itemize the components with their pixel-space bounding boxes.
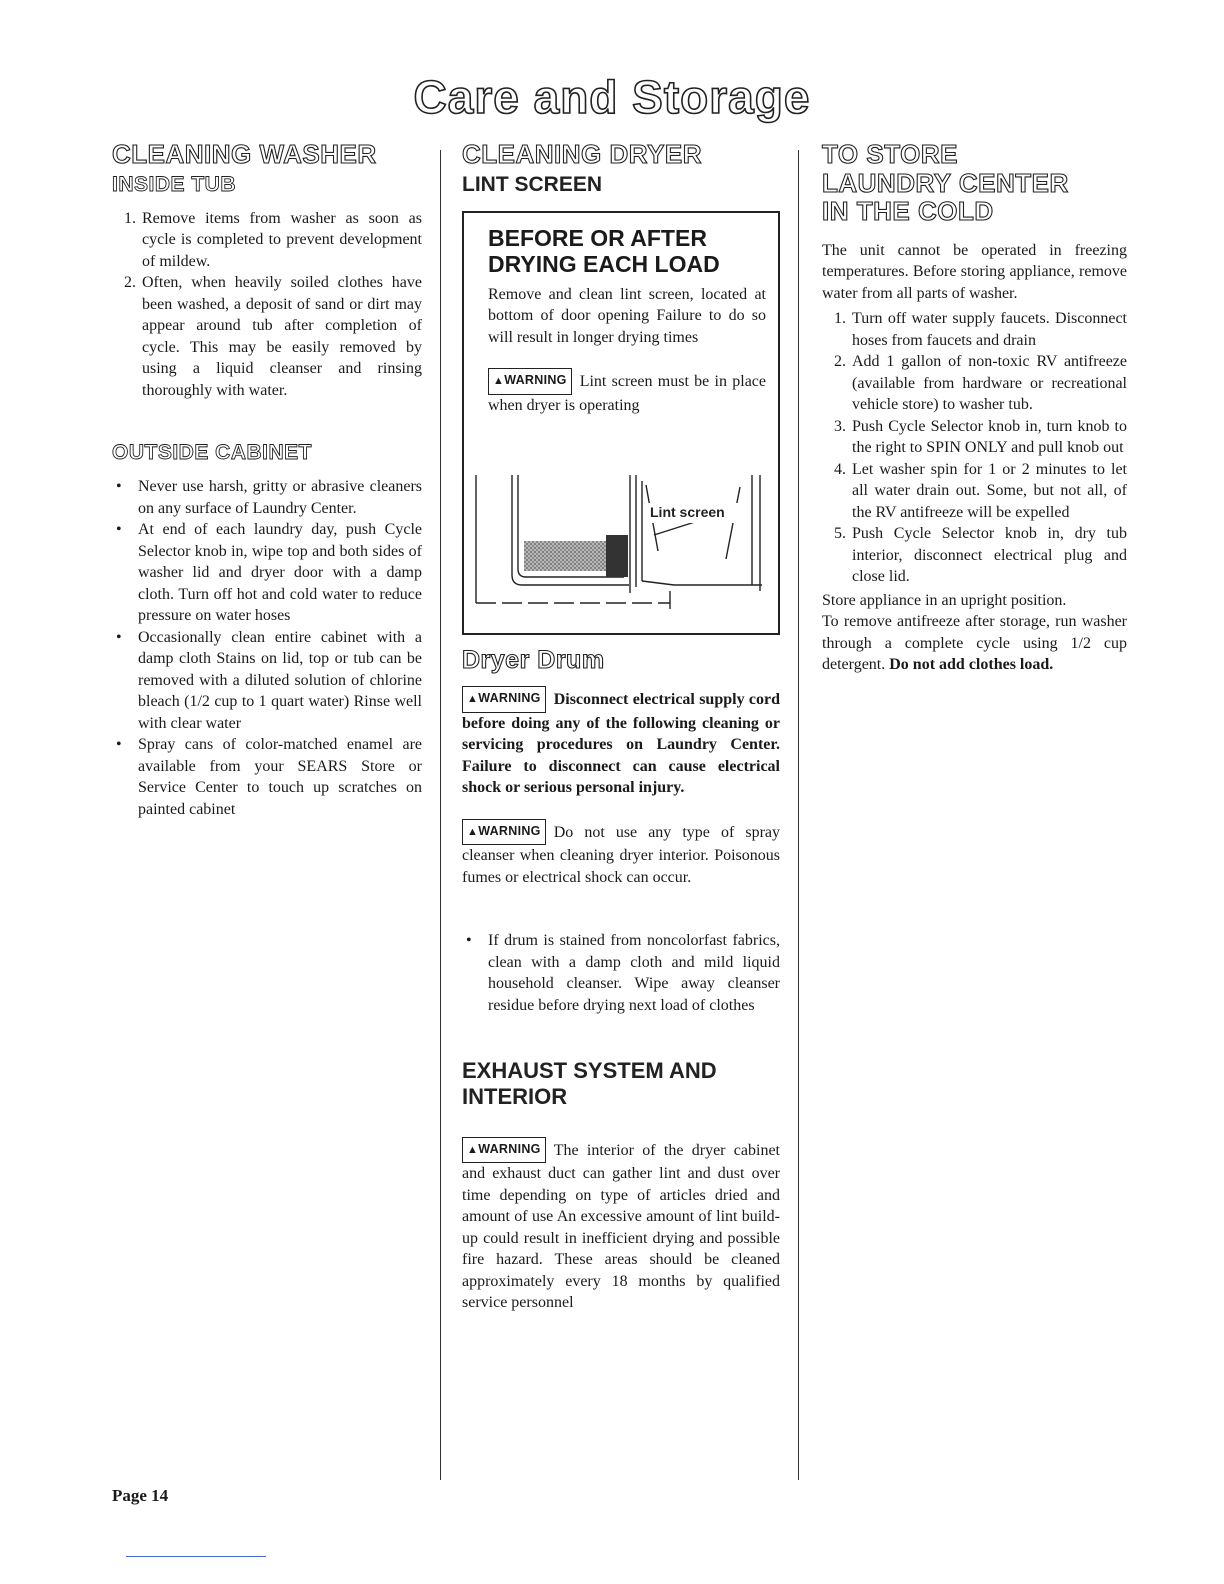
box-text: Remove and clean lint screen, located at bottom of door opening Failure to do so will result in longer drying times	[488, 285, 766, 346]
exhaust-warning: ▲WARNING The interior of the dryer cabinet and exhaust duct can gather lint and dust over time depending on type of articles dried and amount of use An excessive amount of lint build-up could result in inefficient drying and possible fire hazard. These areas should be cleaned approximately every 18 months by qualified service personnel	[462, 1137, 780, 1314]
box-title: BEFORE OR AFTER DRYING EACH LOAD	[488, 224, 720, 278]
list-item: 3. Push Cycle Selector knob in, turn knob to the right to SPIN ONLY and pull knob out	[850, 416, 1127, 459]
page-number: Page 14	[112, 1486, 169, 1505]
store-cold-section	[822, 140, 1127, 676]
list-item: 2. Often, when heavily soiled clothes have been washed, a deposit of sand or dirt may appear around tub after completion of cycle. This may be easily removed by using a liquid cleanser and rinsing thoroughly with water.	[140, 272, 422, 401]
drum-warning-1: ▲WARNING Disconnect electrical supply cord before doing any of the following cleaning or servicing procedures on Laundry Center. Failure to disconnect can cause electrical shock or serious personal injury.	[462, 686, 780, 799]
lint-screen-figure	[474, 475, 764, 615]
exhaust-heading: EXHAUST SYSTEM AND INTERIOR	[462, 1058, 717, 1109]
warning-badge: ▲WARNING	[488, 368, 572, 395]
warning-badge: ▲WARNING	[462, 819, 546, 846]
warning-triangle-icon: ▲	[467, 693, 479, 706]
warning-triangle-icon: ▲	[493, 375, 505, 388]
list-item: 1. Turn off water supply faucets. Disconnect hoses from faucets and drain	[850, 308, 1127, 351]
column-divider	[440, 150, 441, 1480]
list-item: 5. Push Cycle Selector knob in, dry tub interior, disconnect electrical plug and close lid.	[850, 523, 1127, 588]
list-item: • At end of each laundry day, push Cycle Selector knob in, wipe top and both sides of washer lid and dryer door with a damp cloth. Turn off hot and cold water to reduce pressure on water hoses	[138, 519, 422, 627]
remove-antifreeze-text: To remove antifreeze after storage, run washer through a complete cycle using 1/2 cup detergent. Do not add clothes load.	[822, 613, 1127, 674]
cleaning-dryer-section	[462, 140, 780, 1314]
dryer-drum-heading: Dryer Drum	[462, 645, 605, 674]
list-item: • If drum is stained from noncolorfast fabrics, clean with a damp cloth and mild liquid household cleanser. Wipe away cleanser residue before drying next load of clothes	[488, 930, 780, 1016]
lint-screen-label: Lint screen	[650, 503, 725, 520]
cleaning-washer-section	[112, 140, 422, 820]
lint-screen-heading: LINT SCREEN	[462, 172, 603, 196]
store-upright-text: Store appliance in an upright position.	[822, 591, 1067, 609]
page-title: Care and Storage	[413, 71, 811, 123]
warning-badge: ▲WARNING	[462, 1137, 546, 1164]
warning-triangle-icon: ▲	[467, 825, 479, 838]
inside-tub-heading: INSIDE TUB	[112, 172, 237, 196]
list-item: 4. Let washer spin for 1 or 2 minutes to let all water drain out. Some, but not all, of the RV antifreeze will be expelled	[850, 459, 1127, 524]
warning-triangle-icon: ▲	[467, 1143, 479, 1156]
cleaning-dryer-heading: CLEANING DRYER	[462, 139, 703, 169]
list-item: 1. Remove items from washer as soon as cycle is completed to prevent development of mildew.	[140, 208, 422, 273]
store-steps	[822, 308, 1127, 588]
footer-line	[126, 1556, 266, 1557]
drum-warning-2: ▲WARNING Do not use any type of spray cleanser when cleaning dryer interior. Poisonous fumes or electrical shock can occur.	[462, 819, 780, 889]
box-warning: ▲WARNING Lint screen must be in place when dryer is operating	[488, 368, 766, 416]
list-item: • Never use harsh, gritty or abrasive cleaners on any surface of Laundry Center.	[138, 476, 422, 519]
warning-badge: ▲WARNING	[462, 686, 546, 713]
inside-tub-list	[112, 208, 422, 402]
outside-cabinet-heading: OUTSIDE CABINET	[112, 441, 313, 465]
store-intro: The unit cannot be operated in freezing temperatures. Before storing appliance, remove water from all parts of washer.	[822, 241, 1127, 302]
column-divider	[798, 150, 799, 1480]
list-item: 2. Add 1 gallon of non-toxic RV antifreeze (available from hardware or recreational vehicle store) to washer tub.	[850, 351, 1127, 416]
lint-screen-box	[462, 211, 780, 635]
outside-cabinet-list	[112, 476, 422, 820]
drum-list	[462, 930, 780, 1016]
store-cold-heading: TO STORE LAUNDRY CENTER IN THE COLD	[822, 139, 1069, 227]
cleaning-washer-heading: CLEANING WASHER	[112, 139, 377, 169]
list-item: • Spray cans of color-matched enamel are available from your SEARS Store or Service Center to touch up scratches on painted cabinet	[138, 734, 422, 820]
list-item: • Occasionally clean entire cabinet with a damp cloth Stains on lid, top or tub can be removed with a diluted solution of chlorine bleach (1/2 cup to 1 quart water) Rinse well with clear water	[138, 627, 422, 735]
